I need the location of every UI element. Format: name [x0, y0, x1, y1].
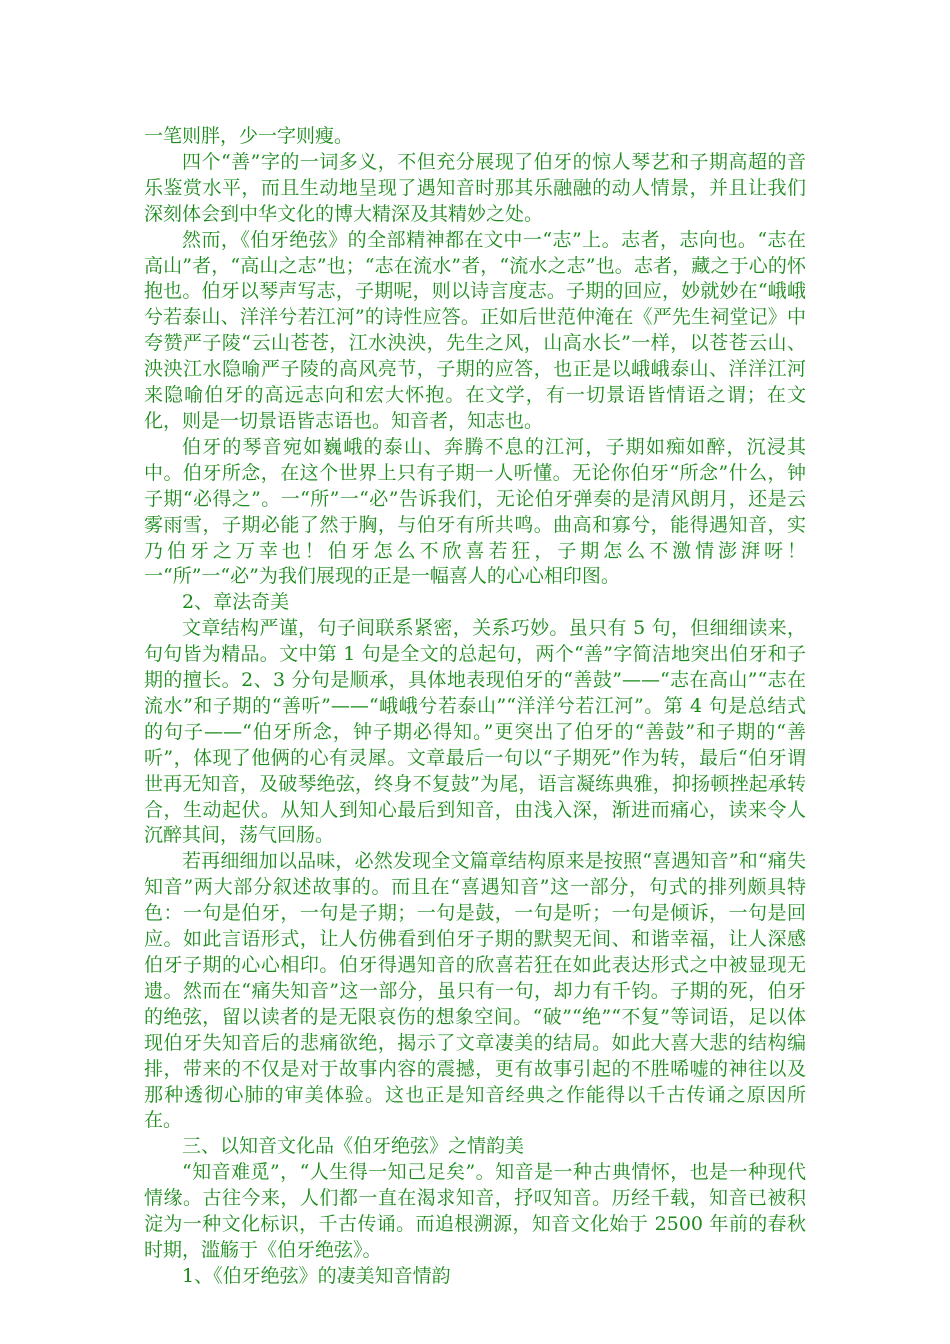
section-heading-part-three: 三、以知音文化品《伯牙绝弦》之情韵美 — [182, 1135, 525, 1158]
paragraph-zhi-spirit: 然而，《伯牙绝弦》的全部精神都在文中一“志”上。志者，志向也。“志在高山”者，“高山之志”也；“志在流水”者，“流水之志”也。志者，藏之于心的怀抱也。伯牙以琴声写志，子期呢，则以诗言度志。子期的回应，妙就妙在“峨峨兮若泰山、洋洋兮若江河”的诗性应答。正如后世范仲淹在《严先生祠堂记》中夸赞严子陵“云山苍苍，江水泱泱，先生之风，山高水长”一样，以苍苍云山、泱泱江水隐喻严子陵的高风亮节，子期的应答，也正是以峨峨泰山、洋洋江河来隐喻伯牙的高远志向和宏大怀抱。在文学，有一切景语皆情语之谓；在文化，则是一切景语皆志语也。知音者，知志也。 — [144, 228, 806, 432]
paragraph-structure: 文章结构严谨，句子间联系紧密，关系巧妙。虽只有 5 句，但细细读来，句句皆为精品。文中第 1 句是全文的总起句，两个“善”字简洁地突出伯牙和子期的擅长。2、3 分句是顺承，具体地表现伯牙的“善鼓”——“志在高山”“志在流水”和子期的“善听”——“峨峨兮若泰山”“洋洋兮若江河”。第 4 句是总结式的句子——“伯牙所念，钟子期必得知。”更突出了伯牙的“善鼓”和子期的“善听”，体现了他俩的心有灵犀。文章最后一句以“子期死”作为转，最后“伯牙谓世再无知音，及破琴绝弦，终身不复鼓”为尾，语言凝练典雅，抑扬顿挫起承转合，生动起伏。从知人到知心最后到知音，由浅入深，渐进而痛心，读来令人沉醉其间，荡气回肠。 — [144, 617, 806, 847]
section-heading-zhangfa: 2、章法奇美 — [182, 591, 290, 614]
paragraph-shan-polysemy: 四个“善”字的一词多义，不但充分展现了伯牙的惊人琴艺和子期高超的音乐鉴赏水平，而且生动地呈现了遇知音时那其乐融融的动人情景，并且让我们深刻体会到中华文化的博大精深及其精妙之处。 — [144, 150, 806, 225]
paragraph-zhiyin-culture: “知音难觅”，“人生得一知己足矣”。知音是一种古典情怀，也是一种现代情缘。古往今来，人们都一直在渴求知音，抒叹知音。历经千载，知音已被积淀为一种文化标识，千古传诵。而追根溯源，知音文化始于 2500 年前的春秋时期，滥觞于《伯牙绝弦》。 — [144, 1161, 806, 1261]
paragraph-continuation: 一笔则胖，少一字则瘦。 — [144, 125, 354, 147]
document-page — [144, 124, 806, 1290]
paragraph-suo-bi: 伯牙的琴音宛如巍峨的泰山、奔腾不息的江河，子期如痴如醉，沉浸其中。伯牙所念，在这个世界上只有子期一人听懂。无论你伯牙“所念”什么，钟子期“必得之”。一“所”一“必”告诉我们，无论伯牙弹奏的是清风朗月，还是云雾雨雪，子期必能了然于胸，与伯牙有所共鸣。曲高和寡兮，能得遇知音，实乃伯牙之万幸也！伯牙怎么不欣喜若狂，子期怎么不激情澎湃呀！一“所”一“必”为我们展现的正是一幅喜人的心心相印图。 — [144, 435, 806, 588]
paragraph-two-parts: 若再细细加以品味，必然发现全文篇章结构原来是按照“喜遇知音”和“痛失知音”两大部分叙述故事的。而且在“喜遇知音”这一部分，句式的排列颇具特色：一句是伯牙，一句是子期；一句是鼓，一句是听；一句是倾诉，一句是回应。如此言语形式，让人仿佛看到伯牙子期的默契无间、和谐幸福，让人深感伯牙子期的心心相印。伯牙得遇知音的欣喜若狂在如此表达形式之中被显现无遗。然而在“痛失知音”这一部分，虽只有一句，却力有千钧。子期的死，伯牙的绝弦，留以读者的是无限哀伤的想象空间。“破”“绝”“不复”等词语，足以体现伯牙失知音后的悲痛欲绝，揭示了文章凄美的结局。如此大喜大悲的结构编排，带来的不仅是对于故事内容的震撼，更有故事引起的不胜唏嘘的神往以及那种透彻心肺的审美体验。这也正是知音经典之作能得以千古传诵之原因所在。 — [144, 850, 806, 1132]
section-heading-subsection-1: 1、《伯牙绝弦》的凄美知音情韵 — [182, 1264, 451, 1287]
